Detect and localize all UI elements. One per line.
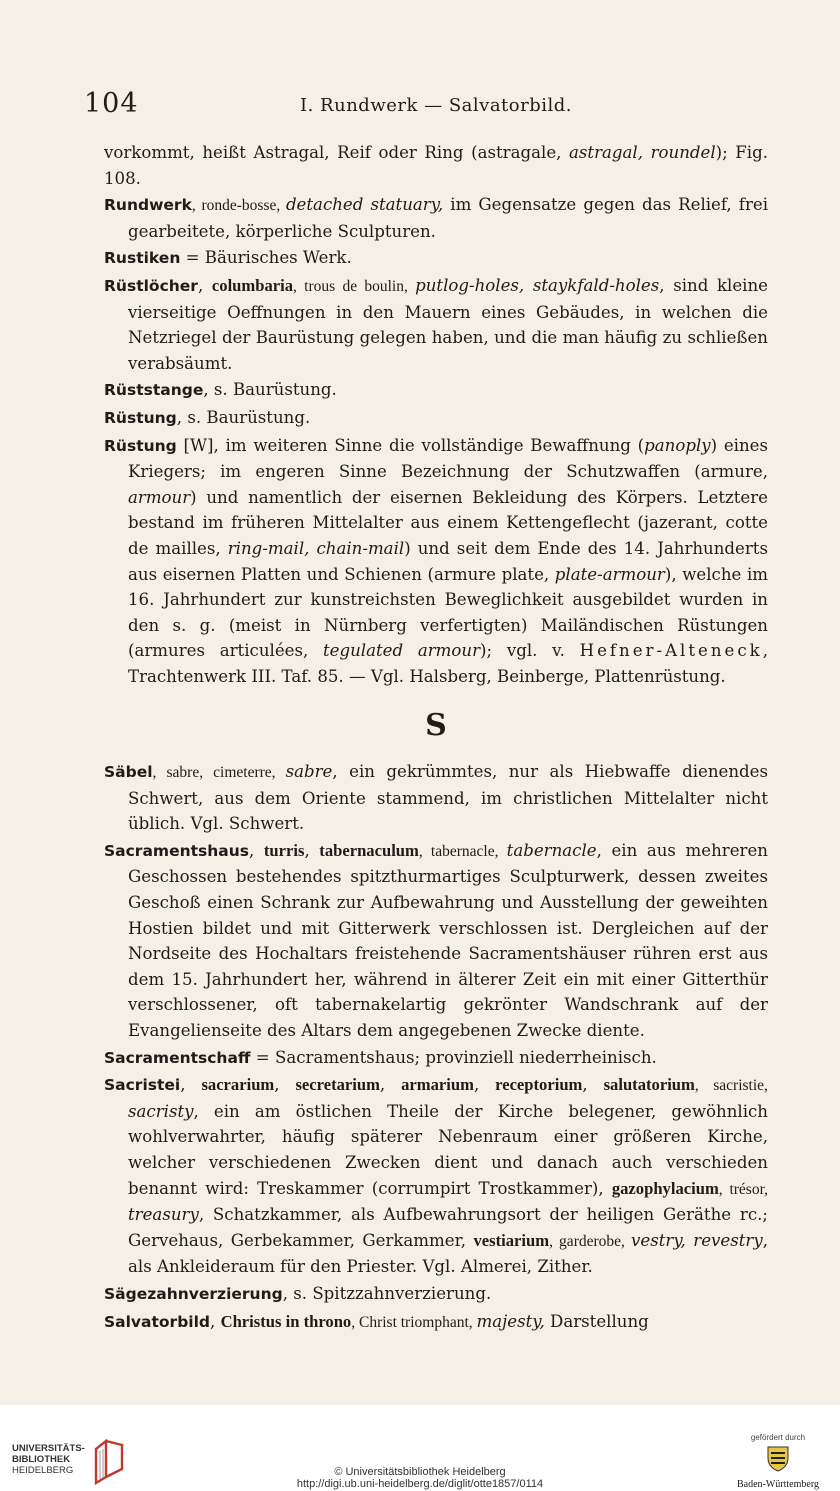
french-term: , sacristie, xyxy=(694,1077,768,1095)
french-term: , tabernacle, xyxy=(418,842,507,860)
entry-headword: Rundwerk xyxy=(104,196,192,215)
entry-text: , xyxy=(249,840,264,860)
latin-term: armarium xyxy=(401,1075,474,1095)
entry-headword: Sägezahnverzierung xyxy=(104,1284,283,1303)
entry-text: , s. Baurüstung. xyxy=(203,380,337,400)
french-term: , trous de boulin, xyxy=(293,277,416,295)
funder-name: Baden-Württemberg xyxy=(736,1479,819,1490)
permalink[interactable]: http://digi.ub.uni-heidelberg.de/diglit/otte1857/0114 xyxy=(296,1478,544,1490)
coat-of-arms-icon xyxy=(765,1444,791,1472)
english-term: treasury xyxy=(128,1205,199,1225)
latin-term: receptorium xyxy=(495,1075,583,1095)
copyright-notice: © Universitätsbibliothek Heidelberg http://digi.ub.uni-heidelberg.de/diglit/otte1857/0114 xyxy=(0,1466,840,1490)
dictionary-entry xyxy=(104,838,768,1044)
entry-text: ); vgl. v. xyxy=(480,641,580,661)
english-term: tabernacle xyxy=(506,840,597,860)
dictionary-entry xyxy=(104,1045,768,1072)
dictionary-entry xyxy=(104,377,768,404)
entry-text: , xyxy=(180,1075,202,1095)
entry-text: , xyxy=(274,1075,296,1095)
english-term: vestry, revestry xyxy=(631,1230,763,1250)
dictionary-entry xyxy=(104,273,768,376)
entries-after-section xyxy=(104,759,768,1335)
english-term: majesty, xyxy=(476,1311,545,1331)
entry-headword: Säbel xyxy=(104,763,153,782)
dictionary-entry xyxy=(104,140,768,191)
french-term: , ronde-bosse, xyxy=(191,197,286,215)
entry-text: , ein aus mehreren Geschossen bestehendes spitzthurmartiges Sculpturwerk, dessen zweites Geschoß einen Schrank zur Aufbewahrung und Ausstellung der geweihten Hostien bildet und mit Gitterwerk verschlossen ist. Dergleichen auf der Nordseite des Hochaltars freistehende Sacramentshäuser rühren erst aus dem 15. Jahrhundert her, während in älterer Zeit ein mit einer Gitterthür verschlossener, oft tabernakelartig gekrönter Wandschrank auf der Evangelienseite des Altars dem angegebenen Zwecke diente. xyxy=(128,840,768,1040)
latin-term: tabernaculum xyxy=(319,840,419,860)
running-head: I. Rundwerk — Salvatorbild. xyxy=(300,95,573,116)
entry-text: , Schatzkammer, als Aufbewahrungsort der heiligen Geräthe rc.; Gervehaus, Gerbekammer, Gerkammer, xyxy=(128,1205,768,1250)
entry-headword: Rüststange xyxy=(104,381,204,400)
entry-text: , xyxy=(582,1075,604,1095)
section-letter: S xyxy=(425,708,447,744)
entry-text: = Sacramentshaus; provinziell niederrheinisch. xyxy=(250,1047,657,1067)
latin-term: sacrarium xyxy=(201,1075,275,1095)
entry-headword: Rustiken xyxy=(104,249,181,268)
entry-headword: Rüstung xyxy=(104,408,177,427)
latin-term: secretarium xyxy=(295,1075,380,1095)
english-term: armour xyxy=(128,487,191,507)
entry-headword: Sacramentschaff xyxy=(104,1048,251,1067)
english-term: tegulated armour xyxy=(323,641,481,661)
english-term: putlog-holes, staykfald-holes xyxy=(415,275,660,295)
latin-term: Christus in throno xyxy=(220,1311,352,1331)
english-term: ring-mail, chain-mail xyxy=(227,538,405,558)
entry-headword: Sacramentshaus xyxy=(104,841,250,860)
latin-term: vestiarium xyxy=(473,1230,550,1250)
dictionary-text xyxy=(104,140,768,1336)
funder-block xyxy=(730,1433,826,1490)
french-term: , garderobe, xyxy=(549,1232,632,1250)
entry-text: = Bäurisches Werk. xyxy=(180,248,352,268)
dictionary-entry xyxy=(104,405,768,432)
french-term: , trésor, xyxy=(718,1180,768,1198)
entry-text: [W], im weiteren Sinne die vollständige Bewaffnung ( xyxy=(176,435,645,455)
entry-text: ) eines Kriegers; im engeren Sinne Bezeichnung der Schutzwaffen (armure, xyxy=(128,435,768,482)
entry-headword: Salvatorbild xyxy=(104,1312,211,1331)
entry-text: , sind kleine vierseitige Oeffnungen in den Mauern eines Gebäudes, in welchen die Netzriegel der Baurüstung gelegen haben, und die man häufig zu schließen verabsäumt. xyxy=(128,275,768,373)
dictionary-entry xyxy=(104,192,768,244)
digitization-footer xyxy=(0,1405,840,1491)
english-term: detached statuary, xyxy=(285,195,444,215)
entry-text: , ein am östlichen Theile der Kirche belegener, gewöhnlich wohlverwahrter, häufig späterer Nebenraum einer größeren Kirche, welcher verschiedenen Zwecken dient und danach auch verschieden benannt wird: Treskammer (corrumpirt Trostkammer), xyxy=(128,1101,768,1198)
entry-text: im Gegensatze gegen das Relief, frei gearbeitete, körperliche Sculpturen. xyxy=(128,195,769,241)
entry-text: , xyxy=(304,840,320,860)
page-number: 104 xyxy=(84,88,139,119)
latin-term: turris xyxy=(263,840,305,860)
dictionary-entry xyxy=(104,1281,768,1308)
entry-text: vorkommt, heißt Astragal, Reif oder Ring (astragale, xyxy=(104,143,569,162)
entry-text: , s. Spitzzahnverzierung. xyxy=(282,1283,492,1303)
latin-term: salutatorium xyxy=(603,1075,695,1095)
english-term: sacristy xyxy=(128,1101,194,1121)
english-term: panoply xyxy=(644,435,711,455)
latin-term: gazophylacium xyxy=(611,1178,719,1198)
entry-text: , s. Baurüstung. xyxy=(176,407,311,427)
entry-text: , xyxy=(210,1311,221,1331)
dictionary-entry xyxy=(104,759,768,837)
library-name: UNIVERSITÄTS- BIBLIOTHEK HEIDELBERG xyxy=(12,1443,85,1476)
dictionary-entry xyxy=(104,1072,768,1280)
dictionary-entry xyxy=(104,1309,768,1336)
english-term: sabre xyxy=(285,762,333,782)
page-header xyxy=(84,88,768,128)
french-term: , sabre, cimeterre, xyxy=(152,764,286,782)
entry-headword: Rüstung xyxy=(104,436,177,455)
entry-text: , ein gekrümmtes, nur als Hiebwaffe dienendes Schwert, aus dem Oriente stammend, im christlichen Mittelalter nicht üblich. Vgl. Schwert. xyxy=(128,762,768,834)
entry-headword: Rüstlöcher xyxy=(104,276,198,295)
funder-label: gefördert durch xyxy=(750,1433,806,1442)
dictionary-entry xyxy=(104,245,768,272)
english-term: plate-armour xyxy=(554,564,665,584)
entry-text: ), welche im 16. Jahrhundert zur kunstreichsten Beweglichkeit ausgebildet wurden in den s. g. (meist in Nürnberg verfertigten) Mailändischen Rüstungen (armures articulées, xyxy=(128,564,768,661)
entry-text: , Trachtenwerk III. Taf. 85. — Vgl. Halsberg, Beinberge, Plattenrüstung. xyxy=(128,641,768,686)
entry-text: ) und seit dem Ende des 14. Jahrhunderts aus eisernen Platten und Schienen (armure plate, xyxy=(128,538,768,584)
english-term: astragal, roundel xyxy=(569,143,716,162)
entry-text: ); Fig. 108. xyxy=(104,143,768,188)
entry-headword: Sacristei xyxy=(104,1076,181,1095)
author-name: Hefner-Alteneck xyxy=(579,641,763,661)
entry-text: ) und namentlich der eisernen Bekleidung des Körpers. Letztere bestand im früheren Mittelalter aus einem Kettengeflecht (jazerant, cotte de mailles, xyxy=(128,487,768,558)
entry-text: , als Ankleideraum für den Priester. Vgl. Almerei, Zither. xyxy=(128,1230,768,1277)
entry-text: , xyxy=(473,1075,496,1095)
entry-text: , xyxy=(379,1075,402,1095)
entry-text: , xyxy=(197,275,212,295)
latin-term: columbaria xyxy=(211,275,294,295)
entry-text: Darstellung xyxy=(544,1311,649,1331)
dictionary-entry xyxy=(104,433,768,690)
french-term: , Christ triomphant, xyxy=(351,1313,477,1331)
entries-before-section xyxy=(104,140,768,689)
